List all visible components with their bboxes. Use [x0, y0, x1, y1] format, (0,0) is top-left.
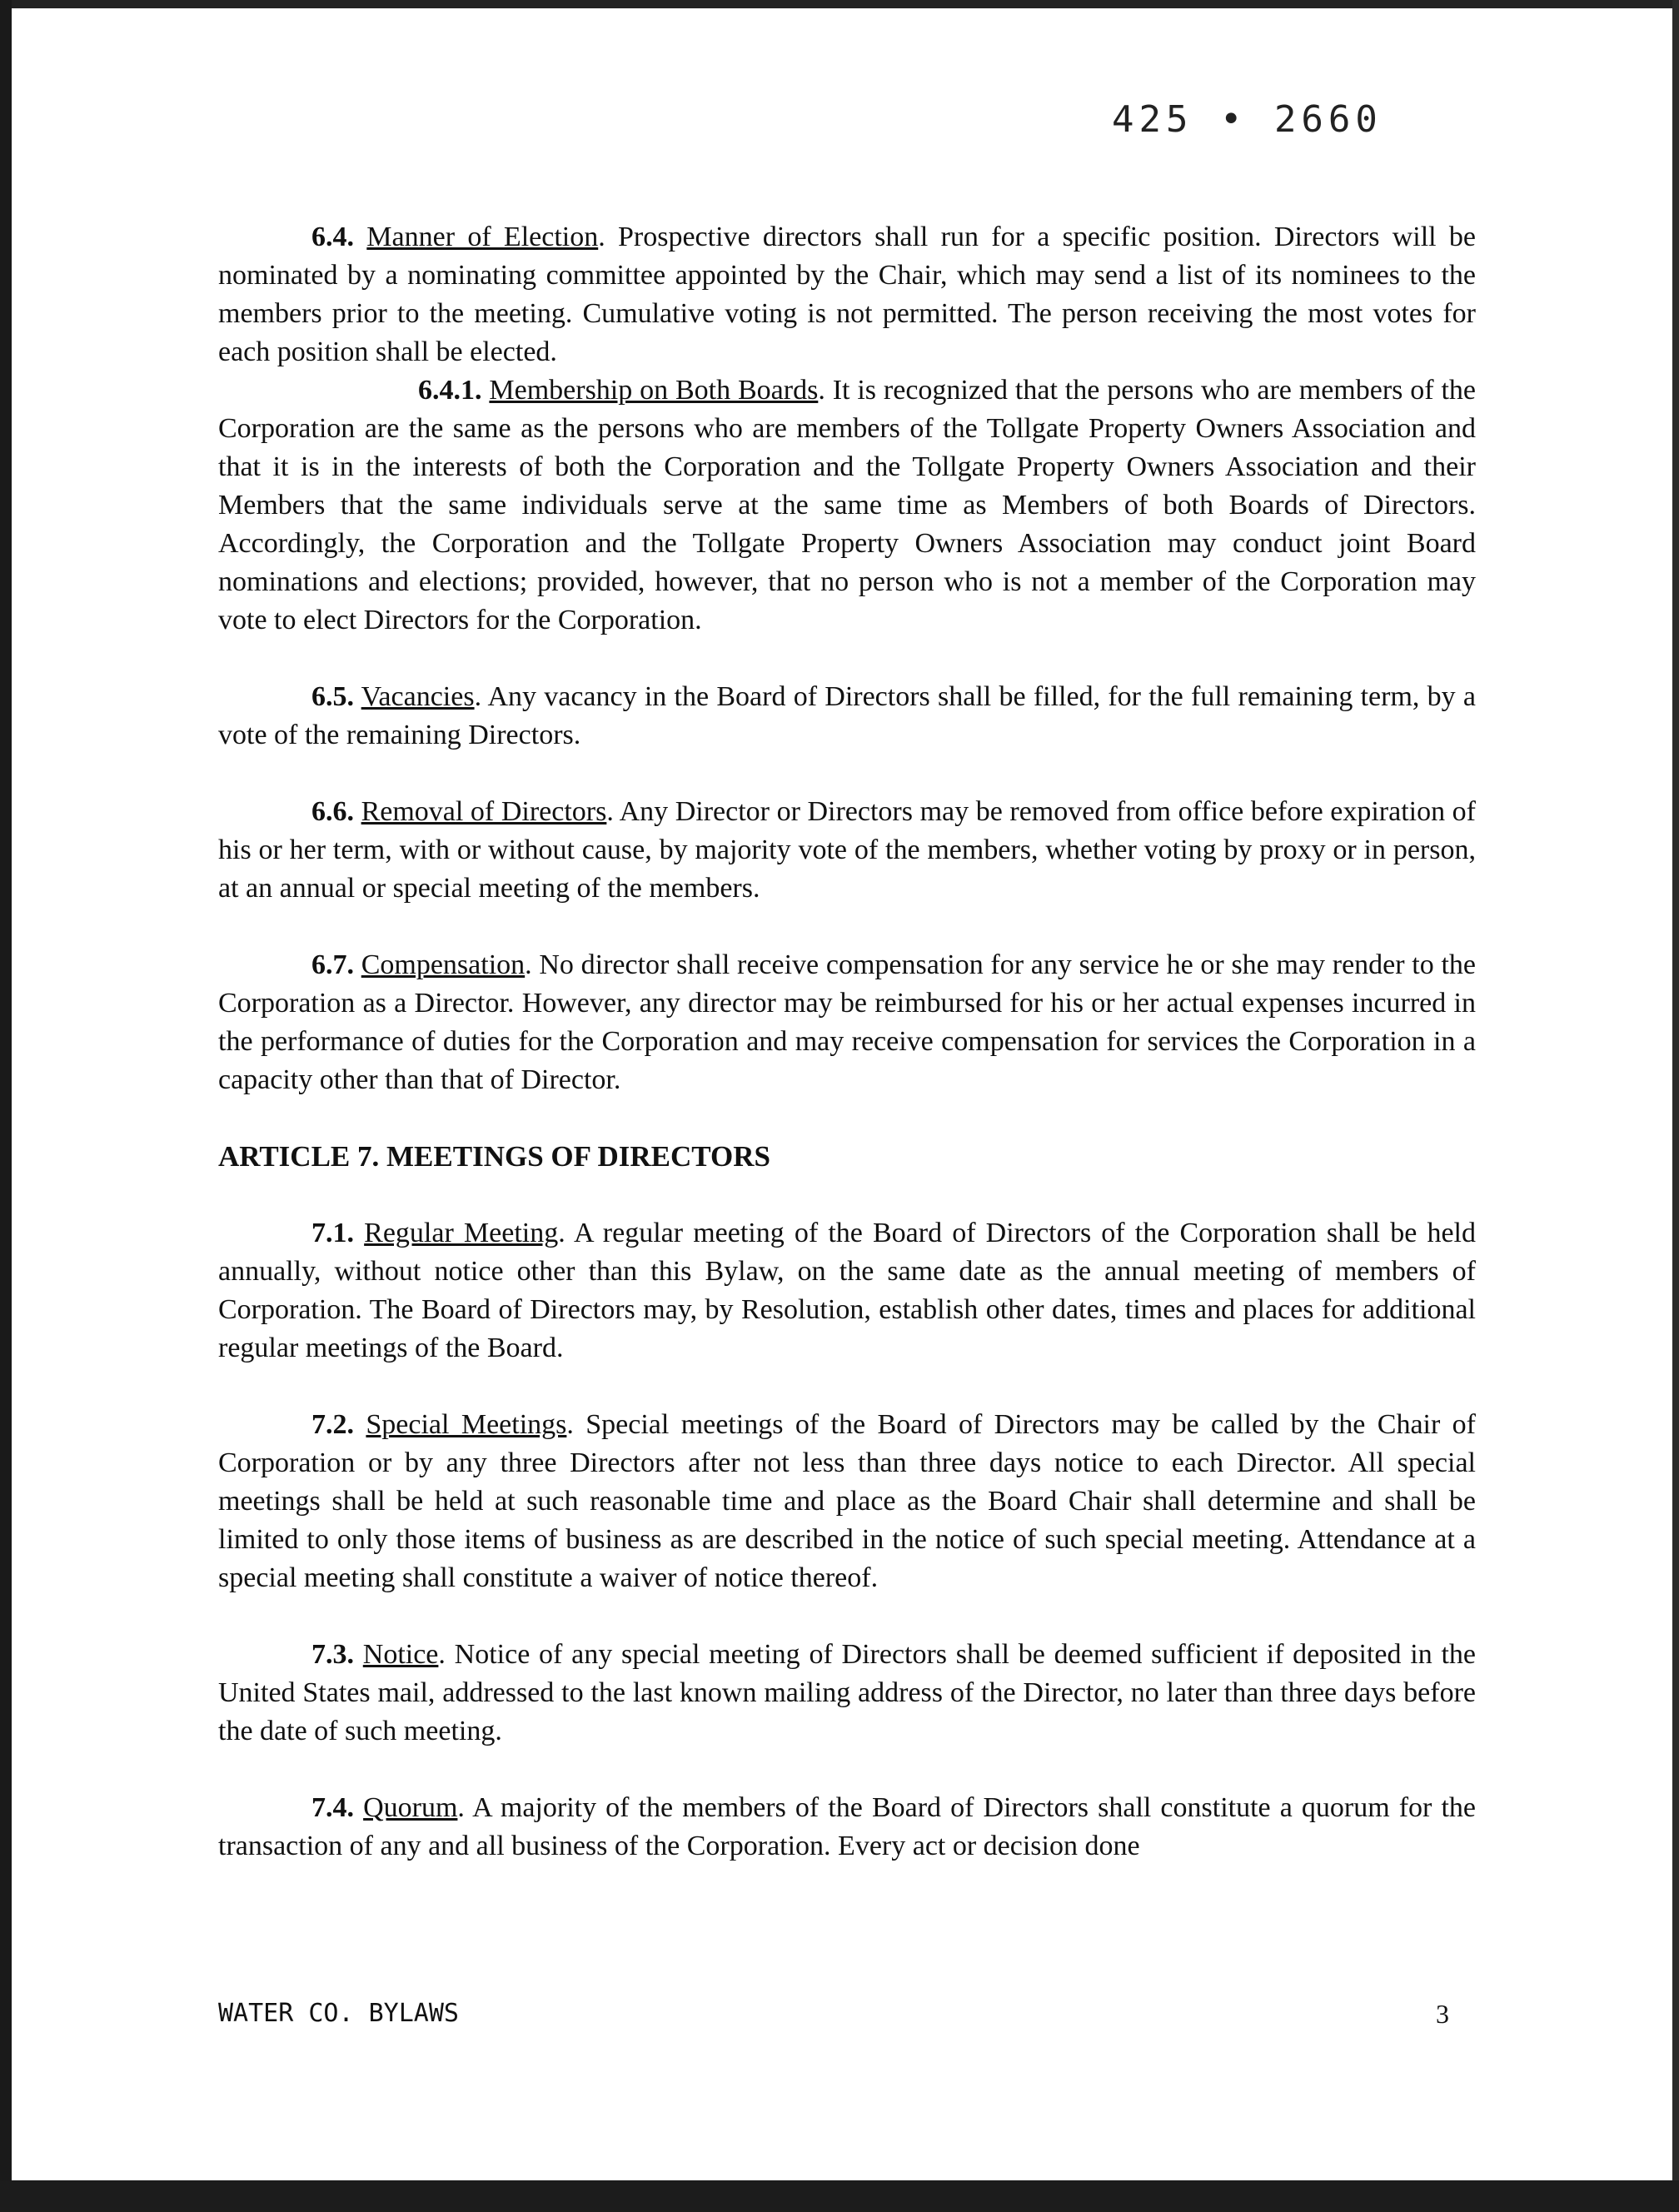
section-number: 7.3. [311, 1639, 354, 1670]
section-number: 6.5. [311, 681, 354, 712]
document-stamp-number: 425 • 2660 [1112, 98, 1383, 141]
page-number: 3 [1436, 1999, 1449, 2029]
section-text: . No director shall receive compensation for any service he or she may render to the Corporation as a Director. However, any director may be reimbursed for his or her actual expenses incurred in the performance of duties for the Corporation and may receive compensation for services the Corporation in a capacity other than that of Director. [218, 949, 1476, 1095]
section-text: . Notice of any special meeting of Directors shall be deemed sufficient if deposited in the United States mail, addressed to the last known mailing address of the Director, no later than three days before the date of such meeting. [218, 1639, 1476, 1746]
section-text: . A majority of the members of the Board of Directors shall constitute a quorum for the transaction of any and all business of the Corporation. Every act or decision done [218, 1792, 1477, 1861]
scan-edge-right [1672, 0, 1679, 2212]
section-number: 6.6. [311, 796, 354, 827]
section-title: Regular Meeting [364, 1218, 559, 1248]
section-number: 6.4. [311, 222, 354, 252]
document-body [218, 218, 1476, 1866]
footer-document-name: WATER CO. BYLAWS [218, 1999, 459, 2028]
section-title: Special Meetings [366, 1409, 567, 1440]
section-6-6 [218, 793, 1476, 908]
scan-edge-top [0, 0, 1679, 8]
scan-edge-bottom [0, 2180, 1679, 2212]
section-7-2 [218, 1406, 1476, 1597]
section-text: . Special meetings of the Board of Directors may be called by the Chair of Corporation or by any three Directors after not less than three days notice to each Director. All special meetings shall be held at such reasonable time and place as the Board Chair shall determine and shall be limited to only those items of business as are described in the notice of such special meeting. Attendance at a special meeting shall constitute a waiver of notice thereof. [218, 1409, 1477, 1593]
section-text: . A regular meeting of the Board of Directors of the Corporation shall be held annually, without notice other than this Bylaw, on the same date as the annual meeting of members of Corporation. The Board of Directors may, by Resolution, establish other dates, times and places for additional regular meetings of the Board. [218, 1218, 1476, 1363]
section-number: 7.4. [311, 1792, 354, 1823]
section-7-4 [218, 1789, 1476, 1866]
section-number: 7.2. [311, 1409, 354, 1440]
section-title: Manner of Election [366, 222, 599, 252]
scan-edge-left [0, 0, 12, 2212]
section-text: . It is recognized that the persons who are members of the Corporation are the same as the persons who are members of the Tollgate Property Owners Association and that it is in the interests of both the Corporation and the Tollgate Property Owners Association and their Members that the same individuals serve at the same time as Members of both Boards of Directors. Accordingly, the Corporation and the Tollgate Property Owners Association may conduct joint Board nominations and elections; provided, however, that no person who is not a member of the Corporation may vote to elect Directors for the Corporation. [218, 375, 1476, 635]
section-6-4 [218, 218, 1476, 371]
section-6-7 [218, 946, 1476, 1099]
section-text: . Any Director or Directors may be removed from office before expiration of his or her term, with or without cause, by majority vote of the members, whether voting by proxy or in person, at an annual or special meeting of the members. [218, 796, 1477, 904]
section-6-5 [218, 678, 1476, 755]
section-7-3 [218, 1636, 1476, 1751]
section-title: Notice [362, 1639, 439, 1670]
article-7-heading: ARTICLE 7. MEETINGS OF DIRECTORS [218, 1140, 770, 1173]
section-title: Membership on Both Boards [489, 375, 819, 406]
section-number: 7.1. [311, 1218, 354, 1248]
section-title: Removal of Directors [361, 796, 607, 827]
page-footer [218, 1999, 1449, 2030]
section-title: Vacancies [361, 681, 475, 712]
section-number: 6.4.1. [418, 375, 482, 406]
section-title: Quorum [363, 1792, 458, 1823]
section-6-4-1 [218, 371, 1476, 640]
section-text: . Prospective directors shall run for a specific position. Directors will be nominated by a nominating committee appointed by the Chair, which may send a list of its nominees to the members prior to the meeting. Cumulative voting is not permitted. The person receiving the most votes for each position shall be elected. [218, 222, 1476, 367]
section-number: 6.7. [311, 949, 354, 980]
section-title: Compensation [361, 949, 526, 980]
section-text: . Any vacancy in the Board of Directors shall be filled, for the full remaining term, by a vote of the remaining Directors. [218, 681, 1476, 750]
section-7-1 [218, 1214, 1476, 1368]
